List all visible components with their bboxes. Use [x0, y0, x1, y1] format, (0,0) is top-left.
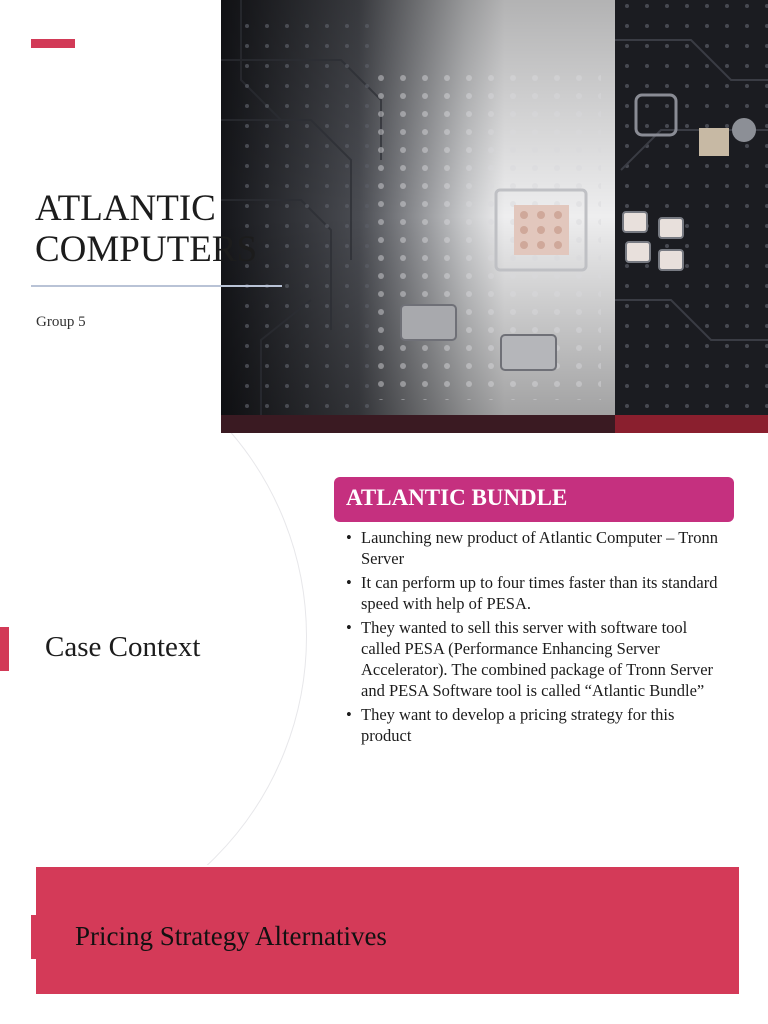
bullet-icon: •	[346, 618, 352, 637]
accent-bar	[31, 39, 75, 48]
presentation-subtitle: Group 5	[36, 314, 86, 330]
bullet-icon: •	[346, 573, 352, 592]
title-slide	[0, 0, 768, 433]
section-title: Case Context	[45, 631, 201, 663]
circuit-board-photo	[221, 0, 768, 433]
bullet-list	[346, 527, 726, 749]
band-accent-tab	[31, 915, 37, 959]
bullet-text: It can perform up to four times faster than its standard speed with help of PESA.	[361, 573, 718, 613]
bullet-text: Launching new product of Atlantic Computer – Tronn Server	[361, 528, 718, 568]
bullet-item	[346, 572, 726, 614]
title-line-1: ATLANTIC	[35, 188, 216, 229]
bullet-text: They want to develop a pricing strategy for this product	[361, 705, 675, 745]
pricing-slide	[0, 865, 768, 1024]
bundle-header: ATLANTIC BUNDLE	[334, 477, 734, 522]
title-line-2: COMPUTERS	[35, 229, 258, 270]
case-context-slide	[0, 433, 768, 865]
bullet-item	[346, 527, 726, 569]
bullet-icon: •	[346, 528, 352, 547]
bullet-text: They wanted to sell this server with software tool called PESA (Performance Enhancing Server Accelerator). The combined package of Tronn Server and PESA Software tool is called “Atlantic Bundle”	[361, 618, 714, 700]
section-accent-tab	[0, 627, 9, 671]
bullet-icon: •	[346, 705, 352, 724]
pricing-title: Pricing Strategy Alternatives	[75, 921, 387, 951]
presentation-title	[35, 188, 257, 270]
bullet-item	[346, 704, 726, 746]
bullet-item	[346, 617, 726, 701]
title-divider	[31, 285, 282, 287]
